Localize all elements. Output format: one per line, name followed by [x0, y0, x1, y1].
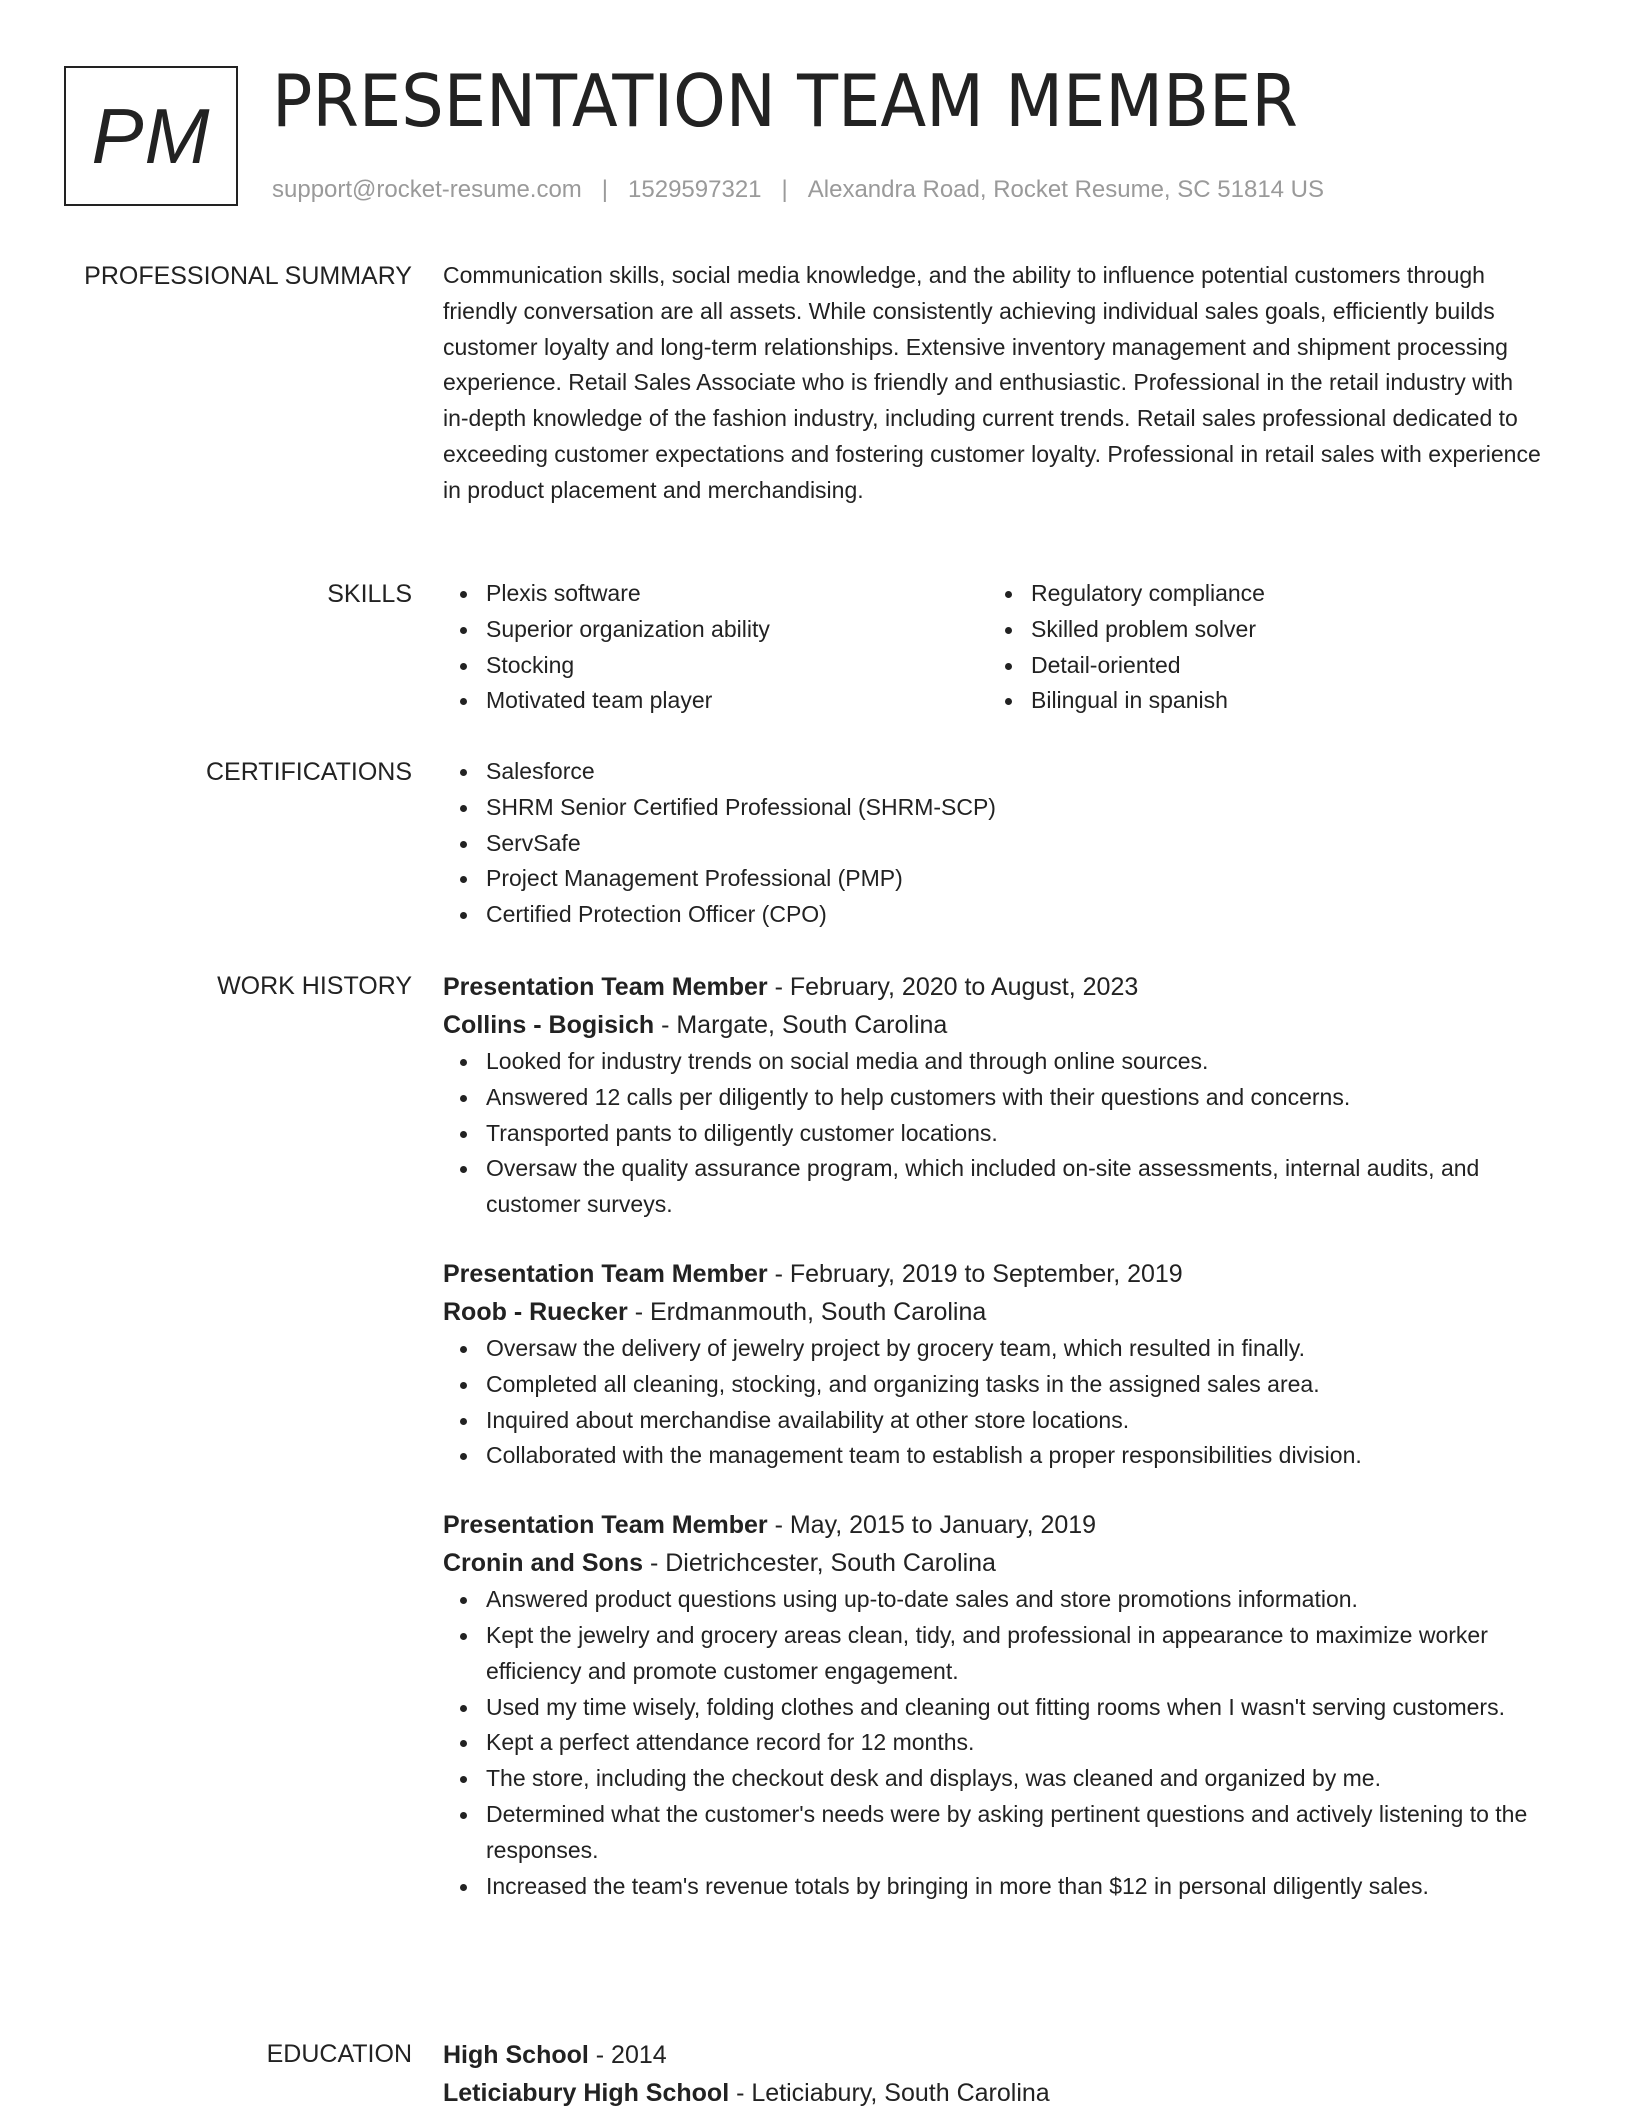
- section-title-skills: SKILLS: [327, 580, 412, 608]
- job-company: Roob - Ruecker: [443, 1297, 628, 1326]
- job-bullet: Kept the jewelry and grocery areas clean, tidy, and professional in appearance to maximize worker efficiency and promote customer engagement.: [443, 1618, 1558, 1690]
- skills-list-left: [443, 576, 988, 719]
- section-title-summary: PROFESSIONAL SUMMARY: [84, 262, 412, 290]
- certification-item: SHRM Senior Certified Professional (SHRM-SCP): [443, 790, 1558, 826]
- initials: PM: [91, 92, 211, 180]
- contact-phone[interactable]: 1529597321: [628, 176, 762, 203]
- job-location: - Margate, South Carolina: [654, 1011, 948, 1039]
- section-title-work-history: WORK HISTORY: [217, 972, 412, 1000]
- job-title-line: [443, 1255, 1558, 1293]
- contact-separator: |: [601, 176, 609, 203]
- summary-body: [443, 258, 1558, 509]
- contact-address: Alexandra Road, Rocket Resume, SC 51814 US: [807, 176, 1325, 203]
- contact-line: [272, 174, 1324, 206]
- job-company-line: [443, 1544, 1558, 1582]
- job-bullets: [443, 1331, 1558, 1474]
- job-bullet: Kept a perfect attendance record for 12 months.: [443, 1725, 1558, 1761]
- skills-list-right: [988, 576, 1533, 719]
- work-history-body: [443, 968, 1558, 1904]
- certifications-body: [443, 754, 1558, 933]
- skill-item: Bilingual in spanish: [988, 683, 1533, 719]
- contact-email[interactable]: support@rocket-resume.com: [272, 176, 582, 203]
- monogram-logo: [64, 66, 238, 206]
- education-location: - Leticiabury, South Carolina: [729, 2079, 1050, 2107]
- section-title-certifications: CERTIFICATIONS: [205, 758, 412, 786]
- education-school-line: [443, 2074, 1558, 2112]
- skills-grid: [443, 576, 1558, 719]
- job-bullets: [443, 1044, 1558, 1223]
- job-bullet: Completed all cleaning, stocking, and organizing tasks in the assigned sales area.: [443, 1367, 1558, 1403]
- summary-text: Communication skills, social media knowledge, and the ability to influence potential customers through friendly conversation are all assets. While consistently achieving individual sales goals, efficiently builds customer loyalty and long-term relationships. Extensive inventory management and shipment processing experience. Retail Sales Associate who is friendly and enthusiastic. Professional in the retail industry with in-depth knowledge of the fashion industry, including current trends. Retail sales professional dedicated to exceeding customer expectations and fostering customer loyalty. Professional in retail sales with experience in product placement and merchandising.: [443, 262, 1541, 503]
- job-entry: [443, 1506, 1558, 1904]
- job-bullet: The store, including the checkout desk and displays, was cleaned and organized by me.: [443, 1761, 1558, 1797]
- job-role: Presentation Team Member: [443, 973, 768, 1001]
- job-entry: [443, 1255, 1558, 1474]
- certifications-list: [443, 754, 1558, 933]
- education-degree: High School: [443, 2041, 589, 2069]
- certification-item: ServSafe: [443, 826, 1558, 862]
- job-bullet: Transported pants to diligently customer locations.: [443, 1116, 1558, 1152]
- certification-item: Certified Protection Officer (CPO): [443, 897, 1558, 933]
- skill-item: Regulatory compliance: [988, 576, 1533, 612]
- job-bullet: Oversaw the delivery of jewelry project by grocery team, which resulted in finally.: [443, 1331, 1558, 1367]
- job-role: Presentation Team Member: [443, 1259, 768, 1288]
- skill-item: Skilled problem solver: [988, 612, 1533, 648]
- job-company-line: [443, 1293, 1558, 1331]
- job-bullet: Collaborated with the management team to establish a proper responsibilities division.: [443, 1438, 1558, 1474]
- job-title-line: [443, 1506, 1558, 1544]
- skill-item: Superior organization ability: [443, 612, 988, 648]
- job-bullet: Answered product questions using up-to-date sales and store promotions information.: [443, 1582, 1558, 1618]
- candidate-name: PRESENTATION TEAM MEMBER: [272, 59, 1298, 143]
- skills-body: [443, 576, 1558, 719]
- job-location: - Erdmanmouth, South Carolina: [627, 1297, 987, 1326]
- job-bullet: Oversaw the quality assurance program, which included on-site assessments, internal audits, and customer surveys.: [443, 1151, 1558, 1223]
- education-degree-line: [443, 2036, 1558, 2074]
- job-bullet: Used my time wisely, folding clothes and cleaning out fitting rooms when I wasn't serving customers.: [443, 1690, 1558, 1726]
- job-bullets: [443, 1582, 1558, 1904]
- job-dates: - February, 2020 to August, 2023: [767, 973, 1139, 1001]
- education-body: [443, 2036, 1558, 2112]
- skill-item: Detail-oriented: [988, 648, 1533, 684]
- job-dates: - February, 2019 to September, 2019: [767, 1259, 1183, 1288]
- job-entry: [443, 968, 1558, 1223]
- job-bullet: Increased the team's revenue totals by bringing in more than $12 in personal diligently sales.: [443, 1869, 1558, 1905]
- skill-item: Motivated team player: [443, 683, 988, 719]
- skill-item: Stocking: [443, 648, 988, 684]
- education-year: - 2014: [588, 2041, 667, 2069]
- education-school: Leticiabury High School: [443, 2079, 730, 2107]
- job-bullet: Inquired about merchandise availability at other store locations.: [443, 1403, 1558, 1439]
- job-bullet: Looked for industry trends on social media and through online sources.: [443, 1044, 1558, 1080]
- certification-item: Salesforce: [443, 754, 1558, 790]
- job-dates: - May, 2015 to January, 2019: [767, 1511, 1097, 1540]
- job-title-line: [443, 968, 1558, 1006]
- certification-item: Project Management Professional (PMP): [443, 861, 1558, 897]
- job-location: - Dietrichcester, South Carolina: [643, 1549, 996, 1578]
- section-title-education: EDUCATION: [266, 2040, 412, 2068]
- job-bullet: Answered 12 calls per diligently to help customers with their questions and concerns.: [443, 1080, 1558, 1116]
- contact-separator: |: [781, 176, 788, 203]
- job-company: Cronin and Sons: [443, 1549, 643, 1578]
- job-role: Presentation Team Member: [443, 1511, 768, 1540]
- job-bullet: Determined what the customer's needs were by asking pertinent questions and actively listening to the responses.: [443, 1797, 1558, 1869]
- job-company: Collins - Bogisich: [443, 1011, 655, 1039]
- job-company-line: [443, 1006, 1558, 1044]
- skill-item: Plexis software: [443, 576, 988, 612]
